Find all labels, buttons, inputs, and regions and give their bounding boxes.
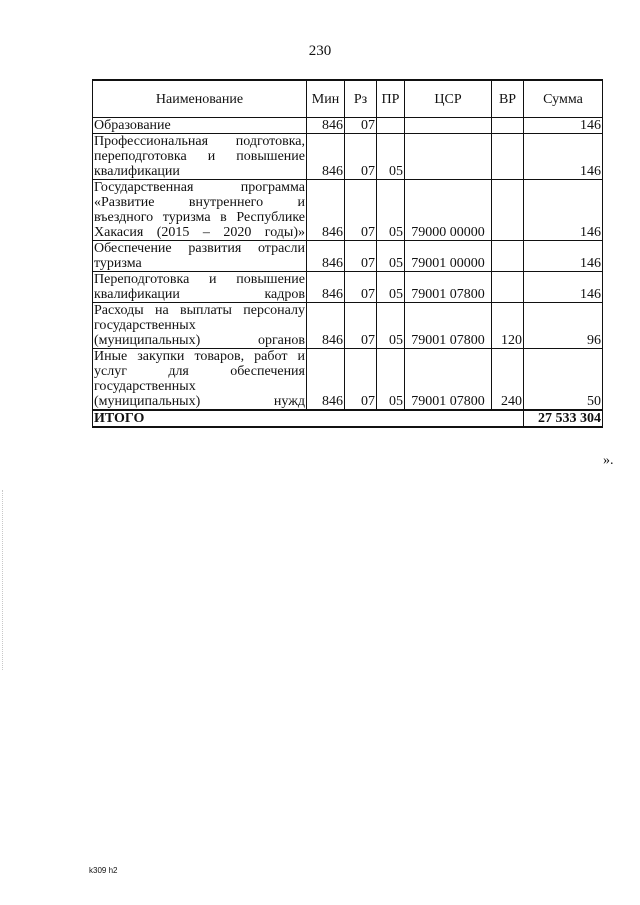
row-min: 846 (307, 180, 345, 241)
row-name: Иные закупки товаров, работ и услуг для обеспечения государственных (муниципальных) нужд (94, 349, 305, 409)
row-csr: 79001 07800 (405, 349, 492, 411)
row-pr: 05 (377, 272, 405, 303)
row-sum: 146 (524, 272, 603, 303)
header-csr: ЦСР (405, 80, 492, 118)
row-min: 846 (307, 134, 345, 180)
table-row (93, 272, 603, 303)
row-csr: 79001 07800 (405, 303, 492, 349)
row-vr (492, 272, 524, 303)
footer-code: k309 h2 (89, 866, 118, 875)
row-name: Профессиональная подготовка, переподготовка и повышение квалификации (94, 134, 305, 179)
row-rz: 07 (345, 303, 377, 349)
table-row (93, 349, 603, 411)
row-pr: 05 (377, 180, 405, 241)
row-rz: 07 (345, 180, 377, 241)
row-rz: 07 (345, 134, 377, 180)
scan-margin-artifact (2, 490, 4, 670)
closing-quote-mark: ». (603, 453, 614, 468)
row-name: Расходы на выплаты персоналу государственных (муниципальных) органов (94, 303, 305, 348)
table-row (93, 180, 603, 241)
row-pr: 05 (377, 241, 405, 272)
row-sum: 146 (524, 180, 603, 241)
row-min: 846 (307, 303, 345, 349)
table-row (93, 241, 603, 272)
row-pr: 05 (377, 134, 405, 180)
row-min: 846 (307, 241, 345, 272)
total-label: ИТОГО (93, 410, 524, 427)
row-name: Обеспечение развития отрасли туризма (94, 241, 305, 271)
page-number: 230 (308, 43, 332, 59)
row-vr (492, 241, 524, 272)
header-sum: Сумма (524, 80, 603, 118)
table-row (93, 134, 603, 180)
row-vr (492, 180, 524, 241)
row-pr: 05 (377, 349, 405, 411)
total-sum: 27 533 304 (524, 410, 603, 427)
header-rz: Рз (345, 80, 377, 118)
header-name: Наименование (93, 80, 307, 118)
row-vr: 120 (492, 303, 524, 349)
row-name: Государственная программа «Развитие внутреннего и въездного туризма в Республике Хакасия (2015 – 2020 годы)» (94, 180, 305, 240)
row-pr (377, 118, 405, 134)
header-row (93, 80, 603, 118)
header-min: Мин (307, 80, 345, 118)
table-row (93, 118, 603, 134)
row-min: 846 (307, 349, 345, 411)
row-csr: 79001 07800 (405, 272, 492, 303)
budget-table-container (92, 79, 603, 428)
row-pr: 05 (377, 303, 405, 349)
row-rz: 07 (345, 118, 377, 134)
budget-table (92, 79, 603, 428)
row-csr (405, 134, 492, 180)
row-min: 846 (307, 118, 345, 134)
row-sum: 146 (524, 241, 603, 272)
table-row (93, 303, 603, 349)
row-sum: 146 (524, 118, 603, 134)
row-name: Образование (93, 118, 307, 134)
row-csr: 79000 00000 (405, 180, 492, 241)
row-vr (492, 134, 524, 180)
row-min: 846 (307, 272, 345, 303)
total-row (93, 410, 603, 427)
row-rz: 07 (345, 349, 377, 411)
row-rz: 07 (345, 272, 377, 303)
row-sum: 50 (524, 349, 603, 411)
row-csr: 79001 00000 (405, 241, 492, 272)
row-sum: 96 (524, 303, 603, 349)
row-vr (492, 118, 524, 134)
row-vr: 240 (492, 349, 524, 411)
header-pr: ПР (377, 80, 405, 118)
row-sum: 146 (524, 134, 603, 180)
row-csr (405, 118, 492, 134)
row-rz: 07 (345, 241, 377, 272)
row-name: Переподготовка и повышение квалификации кадров (94, 272, 305, 302)
header-vr: ВР (492, 80, 524, 118)
